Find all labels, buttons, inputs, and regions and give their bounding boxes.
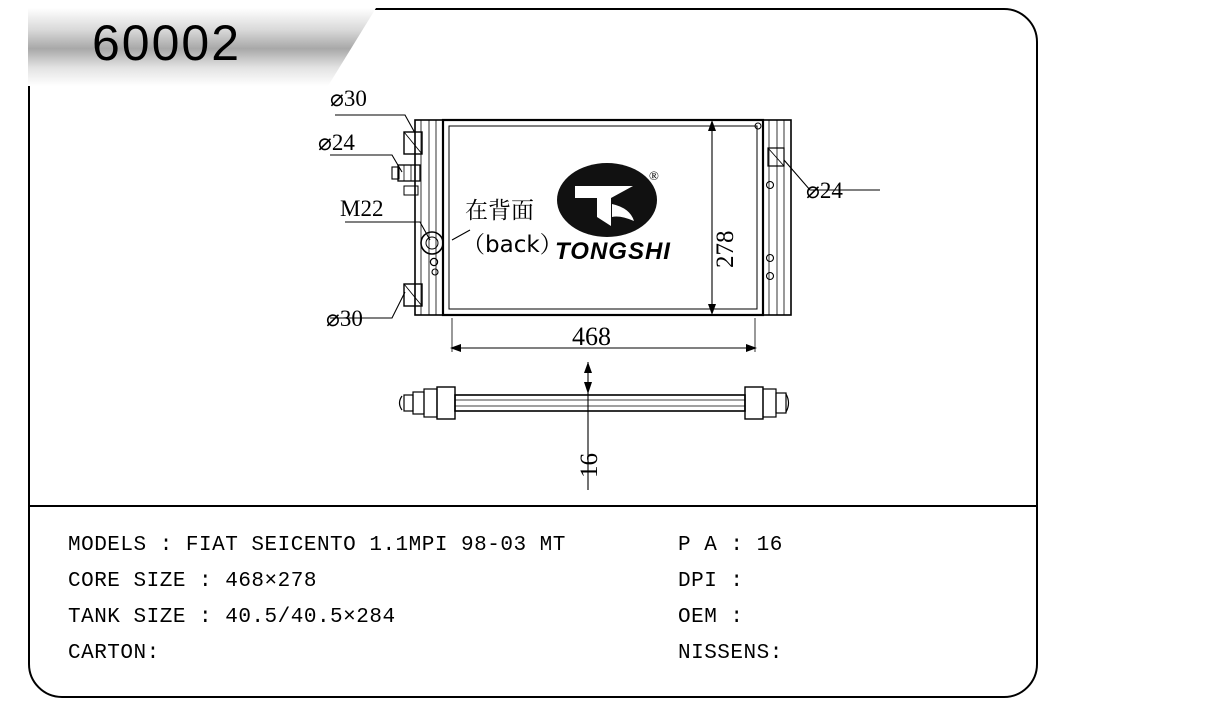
callout-thread-m22: M22 xyxy=(340,196,384,221)
spec-models: MODELS : FIAT SEICENTO 1.1MPI 98-03 MT xyxy=(68,534,566,557)
spec-column-right xyxy=(678,528,1008,672)
spec-tank-size: TANK SIZE : 40.5/40.5×284 xyxy=(68,606,396,629)
spec-carton: CARTON: xyxy=(68,642,160,665)
spec-dpi: DPI : xyxy=(678,570,744,593)
callout-outlet-bottom: ⌀30 xyxy=(326,306,363,331)
dimension-width: 468 xyxy=(572,322,611,351)
spec-column-left xyxy=(68,528,678,672)
spec-nissens: NISSENS: xyxy=(678,642,783,665)
spec-oem: OEM : xyxy=(678,606,744,629)
brand-name: TONGSHI xyxy=(555,238,671,265)
dimension-height: 278 xyxy=(712,230,739,268)
note-back-english: （back） xyxy=(462,232,563,258)
brand-block xyxy=(548,160,678,266)
registered-mark-icon: ® xyxy=(649,168,659,183)
spec-pa: P A : 16 xyxy=(678,534,783,557)
callout-inlet-top: ⌀30 xyxy=(330,86,367,111)
note-back-chinese: 在背面 xyxy=(465,198,534,224)
callout-inlet-second: ⌀24 xyxy=(318,130,355,155)
callout-right-port: ⌀24 xyxy=(806,178,843,203)
dimension-depth: 16 xyxy=(576,453,603,478)
spec-core-size: CORE SIZE : 468×278 xyxy=(68,570,317,593)
page-title: 60002 xyxy=(92,15,242,71)
